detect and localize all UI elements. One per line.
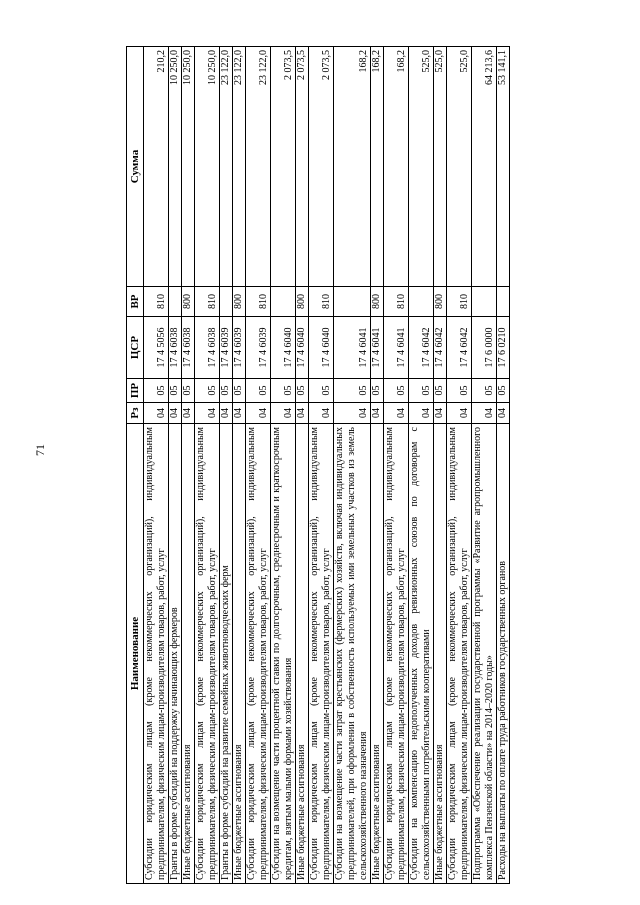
row-vr: 810 <box>447 287 472 317</box>
row-pr: 05 <box>371 379 384 403</box>
row-name: Иные бюджетные ассигнования <box>233 424 246 884</box>
row-rz: 04 <box>182 403 195 424</box>
header-name: Наименование <box>127 424 144 884</box>
row-rz: 04 <box>169 403 182 424</box>
row-pr: 05 <box>334 379 371 403</box>
row-vr: 800 <box>182 287 195 317</box>
table-row <box>233 47 246 884</box>
row-sum: 168,2 <box>371 47 384 287</box>
row-rz: 04 <box>447 403 472 424</box>
row-name: Субсидии на возмещение части затрат крестьянских (фермерских) хозяйств, включая индивидуальных предпринимателей, при оформлении в собственность используемых ими земельных участков из земель сельскохозяйственного назначения <box>334 424 371 884</box>
row-rz: 04 <box>384 403 409 424</box>
row-name: Субсидии юридическим лицам (кроме некоммерческих организаций), индивидуальным предпринимателям, физическим лицам-производителям товаров, работ, услуг <box>195 424 220 884</box>
row-vr: 810 <box>384 287 409 317</box>
row-pr: 05 <box>472 379 497 403</box>
row-pr: 05 <box>220 379 233 403</box>
table-row <box>472 47 497 884</box>
row-csr: 17 4 6038 <box>182 317 195 379</box>
row-name: Субсидии юридическим лицам (кроме некоммерческих организаций), индивидуальным предпринимателям, физическим лицам-производителям товаров, работ, услуг <box>309 424 334 884</box>
row-pr: 05 <box>271 379 296 403</box>
row-rz: 04 <box>195 403 220 424</box>
row-pr: 05 <box>384 379 409 403</box>
row-sum: 53 141,1 <box>497 47 510 287</box>
row-pr: 05 <box>296 379 309 403</box>
row-sum: 210,2 <box>144 47 169 287</box>
row-pr: 05 <box>144 379 169 403</box>
row-csr: 17 4 6038 <box>195 317 220 379</box>
row-name: Субсидии юридическим лицам (кроме некоммерческих организаций), индивидуальным предпринимателям, физическим лицам-производителям товаров, работ, услуг <box>246 424 271 884</box>
row-pr: 05 <box>169 379 182 403</box>
row-csr: 17 4 5056 <box>144 317 169 379</box>
table-row <box>384 47 409 884</box>
row-pr: 05 <box>434 379 447 403</box>
row-rz: 04 <box>309 403 334 424</box>
row-rz: 04 <box>296 403 309 424</box>
row-csr: 17 4 6041 <box>384 317 409 379</box>
row-csr: 17 4 6042 <box>434 317 447 379</box>
table-row <box>182 47 195 884</box>
row-rz: 04 <box>233 403 246 424</box>
table-row <box>195 47 220 884</box>
row-rz: 04 <box>246 403 271 424</box>
row-csr: 17 4 6041 <box>334 317 371 379</box>
row-csr: 17 4 6042 <box>409 317 434 379</box>
header-sum: Сумма <box>127 47 144 287</box>
row-pr: 05 <box>233 379 246 403</box>
row-csr: 17 4 6040 <box>271 317 296 379</box>
row-name: Иные бюджетные ассигнования <box>296 424 309 884</box>
row-pr: 05 <box>182 379 195 403</box>
row-vr: 800 <box>233 287 246 317</box>
row-rz: 04 <box>497 403 510 424</box>
budget-table <box>126 46 510 884</box>
row-name: Субсидии юридическим лицам (кроме некоммерческих организаций), индивидуальным предпринимателям, физическим лицам-производителям товаров, работ, услуг <box>144 424 169 884</box>
row-csr: 17 6 0000 <box>472 317 497 379</box>
row-csr: 17 4 6039 <box>220 317 233 379</box>
table-row <box>220 47 233 884</box>
row-rz: 04 <box>271 403 296 424</box>
row-sum: 10 250,0 <box>182 47 195 287</box>
row-pr: 05 <box>195 379 220 403</box>
table-row <box>246 47 271 884</box>
row-rz: 04 <box>371 403 384 424</box>
row-sum: 168,2 <box>334 47 371 287</box>
row-vr <box>409 287 434 317</box>
table-row <box>296 47 309 884</box>
row-sum: 10 250,0 <box>169 47 182 287</box>
row-vr <box>472 287 497 317</box>
row-csr: 17 4 6039 <box>246 317 271 379</box>
row-vr <box>169 287 182 317</box>
row-pr: 05 <box>497 379 510 403</box>
row-pr: 05 <box>246 379 271 403</box>
row-csr: 17 6 0210 <box>497 317 510 379</box>
table-row <box>271 47 296 884</box>
row-vr: 810 <box>144 287 169 317</box>
row-csr: 17 4 6039 <box>233 317 246 379</box>
table-row <box>169 47 182 884</box>
row-sum: 2 073,5 <box>309 47 334 287</box>
row-rz: 04 <box>472 403 497 424</box>
table-row <box>309 47 334 884</box>
row-sum: 525,0 <box>409 47 434 287</box>
row-sum: 23 122,0 <box>220 47 233 287</box>
row-name: Субсидии на возмещение части процентной ставки по долгосрочным, среднесрочным и краткосрочным кредитам, взятым малыми формами хозяйствования <box>271 424 296 884</box>
row-vr: 810 <box>309 287 334 317</box>
rotated-table-container <box>126 46 510 884</box>
row-name: Субсидии юридическим лицам (кроме некоммерческих организаций), индивидуальным предпринимателям, физическим лицам-производителям товаров, работ, услуг <box>447 424 472 884</box>
row-name: Расходы на выплаты по оплате труда работников государственных органов <box>497 424 510 884</box>
row-name: Иные бюджетные ассигнования <box>182 424 195 884</box>
row-vr <box>334 287 371 317</box>
row-rz: 04 <box>334 403 371 424</box>
page-number: 71 <box>33 444 47 456</box>
row-vr: 810 <box>246 287 271 317</box>
row-name: Субсидии на компенсацию недополученных доходов ревизионных союзов по договорам с сельскохозяйственными потребительскими кооперативами <box>409 424 434 884</box>
row-csr: 17 4 6042 <box>447 317 472 379</box>
table-row <box>144 47 169 884</box>
row-rz: 04 <box>144 403 169 424</box>
row-name: Субсидии юридическим лицам (кроме некоммерческих организаций), индивидуальным предпринимателям, физическим лицам-производителям товаров, работ, услуг <box>384 424 409 884</box>
row-vr: 800 <box>434 287 447 317</box>
row-pr: 05 <box>447 379 472 403</box>
row-name: Иные бюджетные ассигнования <box>371 424 384 884</box>
row-pr: 05 <box>309 379 334 403</box>
row-csr: 17 4 6041 <box>371 317 384 379</box>
row-name: Иные бюджетные ассигнования <box>434 424 447 884</box>
row-name: Гранты в форме субсидий на развитие семейных животноводческих ферм <box>220 424 233 884</box>
row-vr: 800 <box>296 287 309 317</box>
table-row <box>497 47 510 884</box>
row-vr <box>220 287 233 317</box>
row-vr: 800 <box>371 287 384 317</box>
table-row <box>409 47 434 884</box>
table-row <box>334 47 371 884</box>
row-sum: 2 073,5 <box>271 47 296 287</box>
row-sum: 64 213,6 <box>472 47 497 287</box>
row-sum: 168,2 <box>384 47 409 287</box>
row-rz: 04 <box>409 403 434 424</box>
table-row <box>447 47 472 884</box>
table-header-row <box>127 47 144 884</box>
header-vr: ВР <box>127 287 144 317</box>
row-sum: 2 073,5 <box>296 47 309 287</box>
header-rz: Рз <box>127 403 144 424</box>
row-name: Гранты в форме субсидий на поддержку начинающих фермеров <box>169 424 182 884</box>
table-row <box>371 47 384 884</box>
row-name: Подпрограмма «Обеспечение реализации государственной программы «Развитие агропромышленного комплекса Пензенской области» на 2014–2020 годы» <box>472 424 497 884</box>
row-sum: 23 122,0 <box>246 47 271 287</box>
row-vr <box>271 287 296 317</box>
row-vr <box>497 287 510 317</box>
row-csr: 17 4 6038 <box>169 317 182 379</box>
row-sum: 525,0 <box>447 47 472 287</box>
row-rz: 04 <box>434 403 447 424</box>
table-row <box>434 47 447 884</box>
row-vr: 810 <box>195 287 220 317</box>
header-csr: ЦСР <box>127 317 144 379</box>
row-csr: 17 4 6040 <box>309 317 334 379</box>
row-sum: 525,0 <box>434 47 447 287</box>
row-sum: 23 122,0 <box>233 47 246 287</box>
row-pr: 05 <box>409 379 434 403</box>
row-sum: 10 250,0 <box>195 47 220 287</box>
row-rz: 04 <box>220 403 233 424</box>
header-pr: ПР <box>127 379 144 403</box>
row-csr: 17 4 6040 <box>296 317 309 379</box>
